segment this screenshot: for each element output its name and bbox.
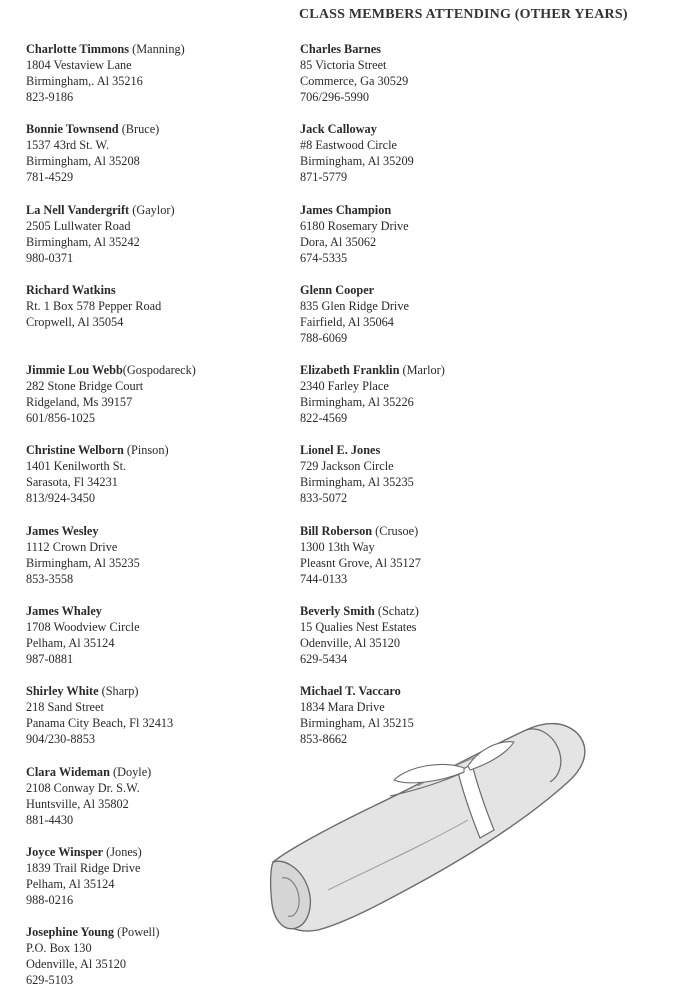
member-name: Charles Barnes: [300, 42, 381, 56]
member-name-line: [26, 844, 288, 860]
address-entry: [300, 523, 562, 603]
member-name-line: [300, 41, 562, 57]
street-address: 1300 13th Way: [300, 539, 375, 554]
phone-number: 629-5103: [26, 973, 74, 988]
phone-number: 674-5335: [300, 250, 348, 265]
member-name: Bonnie Townsend: [26, 122, 119, 137]
member-name: Jack Calloway: [300, 122, 377, 137]
address-entry: [300, 442, 562, 522]
phone-number: 744-0133: [300, 571, 348, 586]
city-state-zip: Birmingham, Al 35215: [300, 716, 414, 731]
address-entry: [26, 844, 288, 924]
street-address: 2340 Farley Place: [300, 379, 389, 394]
city-state-zip: Birmingham, Al 35242: [26, 234, 140, 249]
address-entry: [300, 603, 562, 683]
address-entry: [26, 202, 288, 282]
member-name-line: [26, 764, 288, 780]
member-name-line: [26, 924, 288, 940]
address-entry: [300, 362, 562, 442]
street-address: 6180 Rosemary Drive: [300, 218, 409, 233]
address-entry: [300, 41, 562, 121]
city-state-zip: Panama City Beach, Fl 32413: [26, 716, 174, 731]
member-name: Bill Roberson: [300, 523, 373, 538]
diploma-scroll-icon: [268, 700, 598, 940]
city-state-zip: Pelham, Al 35124: [26, 636, 115, 651]
maiden-name: (Bruce): [118, 122, 160, 137]
street-address: 1537 43rd St. W.: [26, 138, 110, 153]
city-state-zip: Birmingham, Al 35235: [26, 555, 140, 570]
maiden-name: (Powell): [114, 925, 160, 940]
phone-number: 706/296-5990: [300, 90, 369, 104]
street-address: 729 Jackson Circle: [300, 459, 394, 474]
member-name-line: [300, 603, 562, 619]
maiden-name: (Sharp): [98, 684, 139, 699]
address-entry: [300, 202, 562, 282]
street-address: 2505 Lullwater Road: [26, 218, 131, 233]
address-entry: [300, 121, 562, 201]
phone-number: 980-0371: [26, 250, 74, 265]
maiden-name: (Schatz): [374, 604, 419, 619]
street-address: 218 Sand Street: [26, 700, 104, 715]
member-name: Richard Watkins: [26, 282, 116, 297]
city-state-zip: Odenville, Al 35120: [26, 957, 127, 972]
phone-number: 629-5434: [300, 652, 348, 667]
city-state-zip: Birmingham, Al 35208: [26, 154, 140, 169]
left-column: [26, 41, 288, 1005]
member-name: La Nell Vandergrift: [26, 202, 130, 217]
phone-number: 881-4430: [26, 812, 74, 827]
member-name-line: [26, 121, 288, 137]
address-entry: [26, 603, 288, 683]
address-entry: [26, 362, 288, 442]
member-name-line: [26, 202, 288, 218]
street-address: 2108 Conway Dr. S.W.: [26, 780, 140, 795]
maiden-name: (Crusoe): [372, 523, 419, 538]
address-entry: [26, 924, 288, 1004]
member-name: Clara Wideman: [26, 764, 110, 779]
street-address: 1804 Vestaview Lane: [26, 58, 132, 72]
address-entry: [26, 121, 288, 201]
maiden-name: (Doyle): [109, 764, 152, 779]
phone-number: 904/230-8853: [26, 732, 95, 747]
member-name: Shirley White: [26, 684, 99, 699]
member-name: Lionel E. Jones: [300, 443, 381, 458]
phone-number: 853-8662: [300, 732, 348, 747]
member-name-line: [26, 683, 288, 699]
member-name-line: [300, 282, 562, 298]
street-address: 15 Qualies Nest Estates: [300, 620, 417, 635]
city-state-zip: Dora, Al 35062: [300, 234, 377, 249]
maiden-name: (Gaylor): [129, 202, 175, 217]
phone-number: 871-5779: [300, 170, 348, 185]
phone-number: 601/856-1025: [26, 411, 95, 426]
street-address: 1401 Kenilworth St.: [26, 459, 127, 474]
member-name: Jimmie Lou Webb: [26, 363, 123, 378]
street-address: P.O. Box 130: [26, 941, 92, 956]
phone-number: 988-0216: [26, 892, 74, 907]
member-name: James Whaley: [26, 604, 102, 619]
maiden-name: (Marlor): [399, 363, 445, 378]
member-name: Joyce Winsper: [26, 844, 104, 859]
right-column: [300, 41, 562, 764]
maiden-name: (Gospodareck): [122, 363, 196, 378]
member-name-line: [26, 282, 288, 298]
city-state-zip: Pelham, Al 35124: [26, 876, 115, 891]
street-address: 1708 Woodview Circle: [26, 620, 140, 635]
city-state-zip: Fairfield, Al 35064: [300, 314, 394, 329]
maiden-name: (Pinson): [123, 443, 169, 458]
member-name: James Champion: [300, 202, 392, 217]
member-name: James Wesley: [26, 523, 99, 538]
city-state-zip: Birmingham, Al 35226: [300, 395, 414, 410]
member-name: Josephine Young: [26, 925, 115, 940]
member-name: Glenn Cooper: [300, 282, 375, 297]
address-entry: [26, 523, 288, 603]
phone-number: 833-5072: [300, 491, 348, 506]
phone-number: 987-0881: [26, 652, 74, 667]
city-state-zip: Cropwell, Al 35054: [26, 314, 124, 329]
member-name: Christine Welborn: [26, 443, 124, 458]
street-address: 1112 Crown Drive: [26, 539, 118, 554]
member-name-line: [300, 683, 562, 699]
maiden-name: (Jones): [103, 844, 142, 859]
city-state-zip: Birmingham, Al 35209: [300, 154, 414, 169]
city-state-zip: Commerce, Ga 30529: [300, 74, 409, 88]
city-state-zip: Odenville, Al 35120: [300, 636, 401, 651]
city-state-zip: Ridgeland, Ms 39157: [26, 395, 133, 410]
member-name-line: [300, 523, 562, 539]
city-state-zip: Sarasota, Fl 34231: [26, 475, 118, 490]
member-name-line: [26, 442, 288, 458]
page-title: CLASS MEMBERS ATTENDING (OTHER YEARS): [299, 7, 628, 22]
street-address: 85 Victoria Street: [300, 58, 387, 72]
phone-number: 788-6069: [300, 330, 348, 345]
address-entry: [300, 282, 562, 362]
phone-number: 813/924-3450: [26, 491, 95, 506]
address-entry: [26, 282, 288, 362]
address-entry: [26, 683, 288, 763]
member-name-line: [26, 603, 288, 619]
member-name-line: [300, 442, 562, 458]
member-name-line: [300, 362, 562, 378]
member-name: Elizabeth Franklin: [300, 363, 400, 378]
member-name-line: [300, 202, 562, 218]
street-address: 282 Stone Bridge Court: [26, 379, 144, 394]
member-name-line: [300, 121, 562, 137]
member-name-line: [26, 41, 288, 57]
city-state-zip: Birmingham, Al 35235: [300, 475, 414, 490]
member-name: Beverly Smith: [300, 604, 375, 619]
street-address: Rt. 1 Box 578 Pepper Road: [26, 298, 162, 313]
phone-number: 853-3558: [26, 571, 74, 586]
phone-number: 822-4569: [300, 411, 348, 426]
maiden-name: (Manning): [129, 42, 185, 56]
street-address: 1834 Mara Drive: [300, 700, 385, 715]
city-state-zip: Huntsville, Al 35802: [26, 796, 129, 811]
phone-number: 781-4529: [26, 170, 74, 185]
address-entry: [26, 442, 288, 522]
street-address: #8 Eastwood Circle: [300, 138, 397, 153]
address-entry: [26, 764, 288, 844]
city-state-zip: Pleasnt Grove, Al 35127: [300, 555, 421, 570]
city-state-zip: Birmingham,. Al 35216: [26, 74, 143, 88]
member-name: Michael T. Vaccaro: [300, 684, 401, 699]
member-name: Charlotte Timmons: [26, 42, 130, 56]
address-entry: [26, 41, 288, 121]
member-name-line: [26, 523, 288, 539]
street-address: 1839 Trail Ridge Drive: [26, 860, 141, 875]
member-name-line: [26, 362, 288, 378]
phone-number: 823-9186: [26, 90, 74, 104]
street-address: 835 Glen Ridge Drive: [300, 298, 409, 313]
